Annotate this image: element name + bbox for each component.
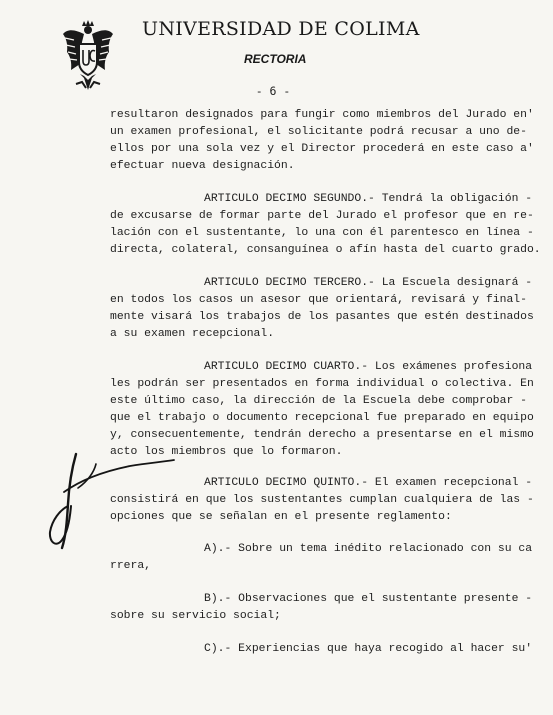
article-heading-line: ARTICULO DECIMO CUARTO.- Los exámenes profesiona bbox=[204, 361, 533, 373]
body-line: directa, colateral, consanguínea o afín hasta del cuarto grado. bbox=[110, 244, 541, 256]
body-line: resultaron designados para fungir como miembros del Jurado en' bbox=[110, 109, 534, 121]
body-line: opciones que se señalan en el presente reglamento: bbox=[110, 511, 452, 523]
body-line: les podrán ser presentados en forma individual o colectiva. En bbox=[110, 378, 534, 390]
body-line: acto los miembros que lo formaron. bbox=[110, 446, 343, 458]
article-heading-line: ARTICULO DECIMO TERCERO.- La Escuela designará - bbox=[204, 277, 533, 289]
option-line: A).- Sobre un tema inédito relacionado con su ca bbox=[204, 543, 533, 555]
body-line: consistirá en que los sustentantes cumplan cualquiera de las - bbox=[110, 494, 534, 506]
body-line: en todos los casos un asesor que orientará, revisará y final- bbox=[110, 294, 527, 306]
office-name: RECTORIA bbox=[244, 52, 307, 66]
body-line: mente visará los trabajos de los pasantes que estén destinados bbox=[110, 311, 534, 323]
article-heading-line: ARTICULO DECIMO SEGUNDO.- Tendrá la obligación - bbox=[204, 193, 533, 205]
page-number: - 6 - bbox=[255, 84, 291, 98]
article-heading-line: ARTICULO DECIMO QUINTO.- El examen recepcional - bbox=[204, 477, 533, 489]
body-line: sobre su servicio social; bbox=[110, 610, 281, 622]
body-line: efectuar nueva designación. bbox=[110, 160, 295, 172]
body-line: lación con el sustentante, lo una con él parentesco en línea - bbox=[110, 227, 534, 239]
body-line: de excusarse de formar parte del Jurado el profesor que en re- bbox=[110, 210, 534, 222]
option-line: B).- Observaciones que el sustentante presente - bbox=[204, 593, 533, 605]
handwritten-signature-icon bbox=[38, 448, 188, 558]
option-line: C).- Experiencias que haya recogido al hacer su' bbox=[204, 643, 533, 655]
body-line: rrera, bbox=[110, 560, 152, 572]
body-line: que el trabajo o documento recepcional fue preparado en equipo bbox=[110, 412, 534, 424]
body-line: ellos por una sola vez y el Director procederá en este caso a' bbox=[110, 143, 534, 155]
body-line: un examen profesional, el solicitante podrá recusar a uno de- bbox=[110, 126, 527, 138]
body-line: este último caso, la dirección de la Escuela debe comprobar - bbox=[110, 395, 527, 407]
body-line: a su examen recepcional. bbox=[110, 328, 275, 340]
institution-name: UNIVERSIDAD DE COLIMA bbox=[142, 18, 420, 40]
body-line: y, consecuentemente, tendrán derecho a presentarse en el mismo bbox=[110, 429, 534, 441]
